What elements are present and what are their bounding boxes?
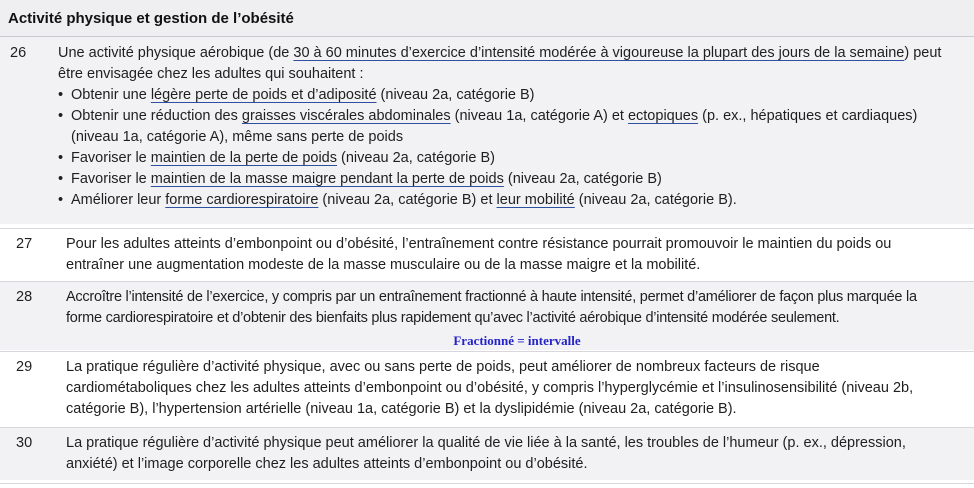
item-text: Obtenir une réduction des bbox=[71, 108, 242, 124]
section-header bbox=[0, 0, 974, 37]
recommendation-28 bbox=[0, 281, 974, 350]
recommendation-number: 29 bbox=[16, 359, 33, 375]
item-text: Favoriser le bbox=[71, 171, 151, 187]
item-text: Obtenir une bbox=[71, 87, 151, 103]
underlined-term: maintien de la perte de poids bbox=[150, 150, 337, 166]
bullet-list bbox=[58, 85, 948, 211]
recommendation-text: La pratique régulière d’activité physique peut améliorer la qualité de vie liée à la santé, les troubles de l’humeur (p. ex., dépression, anxiété) et l’image corporelle chez les adultes atteints d’embonpoint ou d’obésité. bbox=[66, 435, 906, 472]
item-grade: (niveau 2a, catégorie B) bbox=[376, 87, 535, 103]
list-item bbox=[58, 85, 948, 106]
item-grade: (niveau 2a, catégorie B) bbox=[337, 150, 495, 166]
recommendation-27 bbox=[0, 228, 974, 281]
handwritten-note: Fractionné = intervalle bbox=[453, 333, 581, 348]
recommendation-number: 26 bbox=[10, 45, 27, 61]
recommendation-number: 28 bbox=[16, 289, 33, 305]
underlined-term: leur mobilité bbox=[496, 192, 575, 208]
list-item bbox=[58, 148, 948, 169]
recommendation-intro bbox=[58, 43, 948, 85]
underlined-term: forme cardiorespiratoire bbox=[165, 192, 319, 208]
underlined-duration: 30 à 60 minutes d’exercice d’intensité modérée à vigoureuse la plupart des jours de la semaine bbox=[293, 45, 905, 61]
recommendation-number: 27 bbox=[16, 236, 33, 252]
item-grade: (niveau 2a, catégorie B). bbox=[574, 192, 737, 208]
recommendation-text: La pratique régulière d’activité physique, avec ou sans perte de poids, peut améliorer de nombreux facteurs de risque cardiométaboliques chez les adultes atteints d’embonpoint ou d’obésité, y compris l’hyperglycémie et l’insulinosensibilité (niveau 2b, catégorie B), l’hypertension artérielle (niveau 1a, catégorie B) et la dyslipidémie (niveau 2a, catégorie B). bbox=[66, 359, 914, 417]
section-title: Activité physique et gestion de l’obésité bbox=[8, 10, 294, 27]
item-grade: (niveau 1a, catégorie A) et bbox=[450, 108, 628, 124]
recommendation-text bbox=[58, 43, 948, 211]
item-grade: (niveau 2a, catégorie B) bbox=[503, 171, 662, 187]
item-text: Améliorer leur bbox=[71, 192, 166, 208]
list-item bbox=[58, 106, 948, 148]
table-bottom-border bbox=[0, 483, 974, 484]
intro-text: Une activité physique aérobique (de bbox=[58, 45, 294, 61]
list-item bbox=[58, 190, 948, 211]
intro-text-end: ) peut être envisagée chez les adultes qui souhaitent : bbox=[58, 45, 942, 82]
recommendation-30 bbox=[0, 427, 974, 480]
underlined-term: ectopiques bbox=[627, 108, 699, 124]
item-grade: (niveau 2a, catégorie B) et bbox=[318, 192, 497, 208]
underlined-term: graisses viscérales abdominales bbox=[241, 108, 451, 124]
recommendation-text: Accroître l’intensité de l’exercice, y compris par un entraînement fractionné à haute intensité, permet d’améliorer de façon plus marquée la forme cardiorespiratoire et d’obtenir des bienfaits plus rapidement qu’avec l’activité aérobique d’intensité modérée seulement. bbox=[66, 289, 917, 326]
item-text: (p. ex., hépatiques et cardiaques) (niveau 1a, catégorie A), même sans perte de poids bbox=[71, 108, 918, 145]
item-text: Favoriser le bbox=[71, 150, 151, 166]
underlined-term: maintien de la masse maigre pendant la perte de poids bbox=[150, 171, 504, 187]
underlined-term: légère perte de poids et d’adiposité bbox=[150, 87, 377, 103]
recommendation-26 bbox=[0, 37, 974, 224]
list-item bbox=[58, 169, 948, 190]
recommendation-29 bbox=[0, 351, 974, 424]
recommendation-number: 30 bbox=[16, 435, 33, 451]
recommendation-text: Pour les adultes atteints d’embonpoint ou d’obésité, l’entraînement contre résistance pourrait promouvoir le maintien du poids ou entraîner une augmentation modeste de la masse musculaire ou de la masse maigre et la mobilité. bbox=[66, 236, 892, 273]
